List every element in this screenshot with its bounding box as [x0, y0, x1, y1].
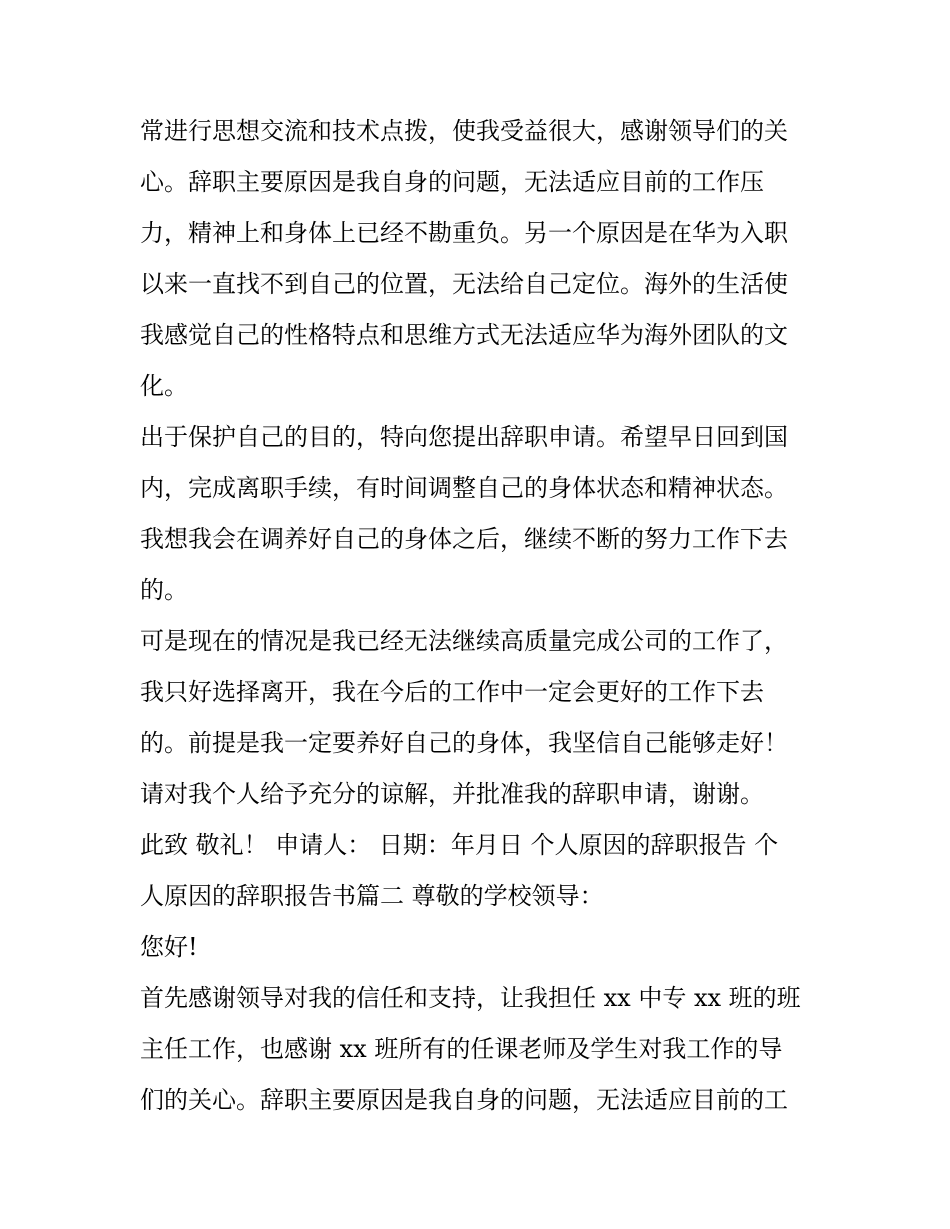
text-line: 出于保护自己的目的，特向您提出辞职申请。希望早日回到国	[140, 423, 788, 451]
text-line: 您好!	[140, 933, 198, 961]
text-line: 我只好选择离开，我在今后的工作中一定会更好的工作下去	[140, 678, 764, 706]
text-line: 可是现在的情况是我已经无法继续高质量完成公司的工作了，	[140, 627, 788, 655]
document-body	[140, 106, 820, 1126]
text-line: 内，完成离职手续，有时间调整自己的身体状态和精神状态。	[140, 474, 788, 502]
text-line: 力，精神上和身体上已经不勘重负。另一个原因是在华为入职	[140, 219, 788, 247]
text-line: 以来一直找不到自己的位置，无法给自己定位。海外的生活使	[140, 270, 788, 298]
text-line: 此致 敬礼！ 申请人： 日期：年月日 个人原因的辞职报告 个	[140, 831, 779, 859]
text-line: 请对我个人给予充分的谅解，并批准我的辞职申请，谢谢。	[140, 780, 764, 808]
text-line: 我想我会在调养好自己的身体之后，继续不断的努力工作下去	[140, 525, 788, 553]
text-line: 心。辞职主要原因是我自身的问题，无法适应目前的工作压	[140, 168, 764, 196]
text-line: 首先感谢领导对我的信任和支持，让我担任 xx 中专 xx 班的班	[140, 984, 801, 1012]
text-line: 化。	[140, 372, 188, 400]
text-line: 的。	[140, 576, 188, 604]
text-line: 我感觉自己的性格特点和思维方式无法适应华为海外团队的文	[140, 321, 788, 349]
text-line: 常进行思想交流和技术点拨，使我受益很大，感谢领导们的关	[140, 117, 788, 145]
text-line: 们的关心。辞职主要原因是我自身的问题，无法适应目前的工	[140, 1086, 788, 1114]
text-line: 人原因的辞职报告书篇二 尊敬的学校领导：	[140, 882, 604, 910]
text-line: 主任工作，也感谢 xx 班所有的任课老师及学生对我工作的导	[140, 1035, 783, 1063]
text-line: 的。前提是我一定要养好自己的身体，我坚信自己能够走好！	[140, 729, 788, 757]
